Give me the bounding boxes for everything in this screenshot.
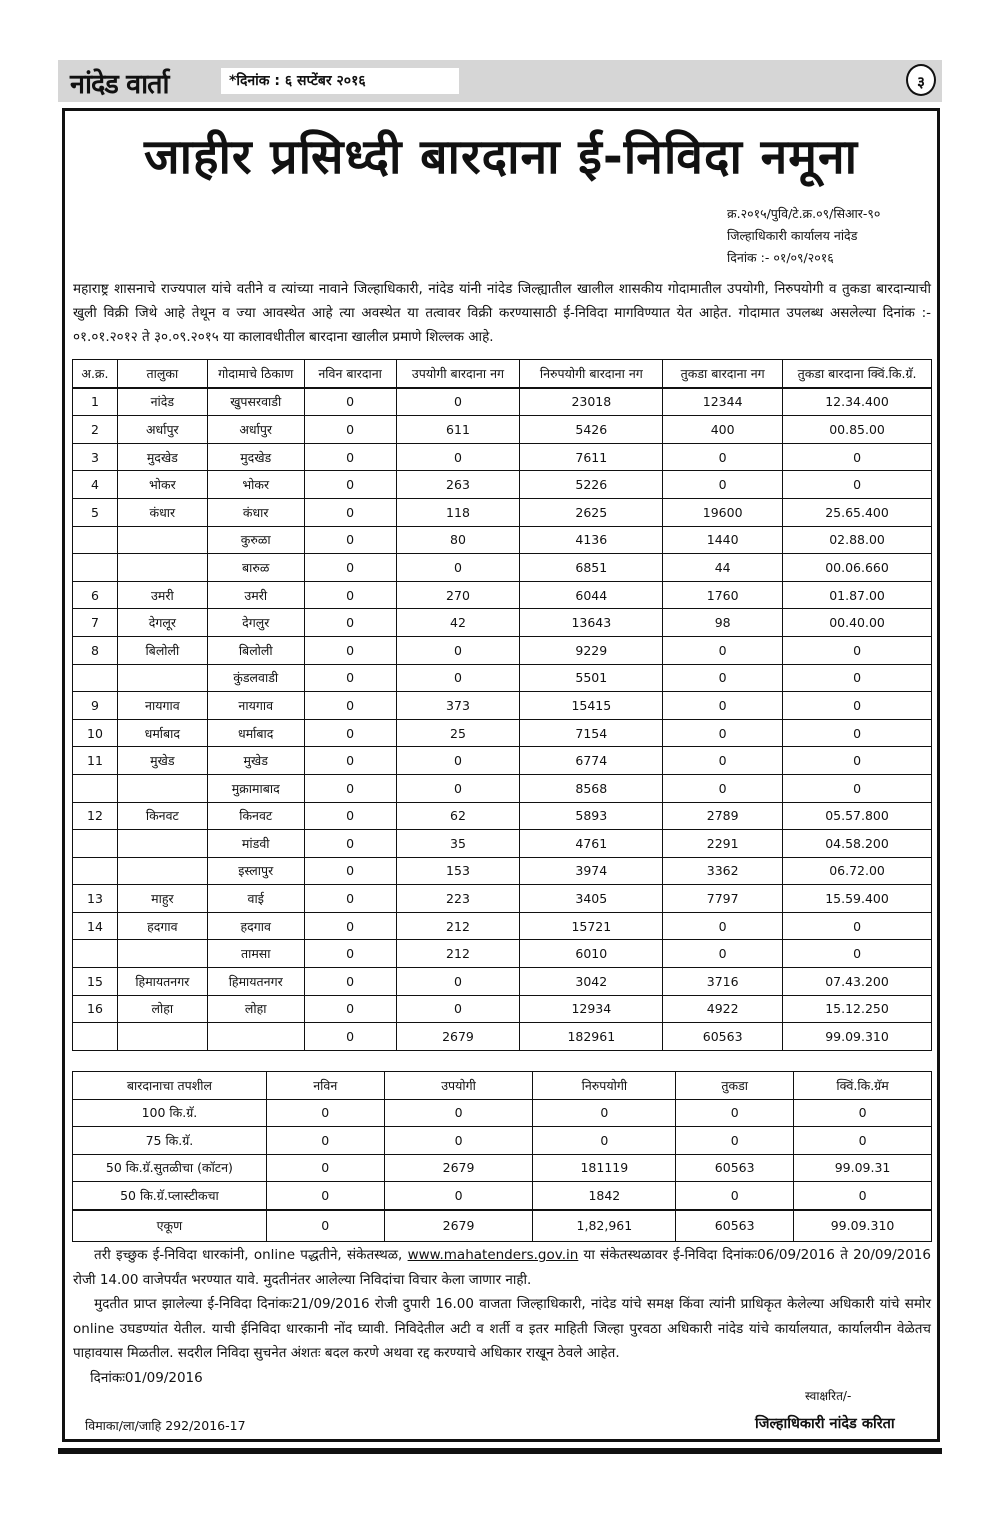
table-cell: 373 (396, 692, 520, 720)
table-cell: 0 (266, 1182, 384, 1210)
table-cell: 400 (663, 416, 783, 444)
table-cell: 0 (266, 1210, 384, 1242)
table-cell: भोकर (207, 471, 304, 499)
table-cell: इस्लापुर (207, 857, 304, 885)
masthead: नांदेड वार्ता (70, 69, 169, 100)
table-cell (117, 526, 207, 554)
table-cell: 5501 (520, 664, 663, 692)
table-cell: 0 (396, 664, 520, 692)
table-cell: बिलोली (207, 636, 304, 664)
table-cell: एकूण (73, 1210, 267, 1242)
table-row (73, 968, 932, 996)
stock-table (72, 359, 932, 1051)
table-cell: 12934 (520, 995, 663, 1023)
table-row (73, 554, 932, 582)
table-cell: 0 (396, 554, 520, 582)
table-cell: अर्धापुर (207, 416, 304, 444)
table-cell: 50 कि.ग्रॅ.सुतळीचा (कॉटन) (73, 1154, 267, 1182)
table-cell: 0 (304, 526, 396, 554)
table-cell: 0 (396, 747, 520, 775)
table-cell: 10 (73, 719, 118, 747)
table-cell: धर्माबाद (117, 719, 207, 747)
table-cell: 3974 (520, 857, 663, 885)
table-cell: 0 (676, 1099, 794, 1127)
table-cell: 2 (73, 416, 118, 444)
table-cell: 11 (73, 747, 118, 775)
table-cell: 23018 (520, 388, 663, 416)
table-cell: 2789 (663, 802, 783, 830)
table-cell: 0 (304, 940, 396, 968)
table-cell: 100 कि.ग्रॅ. (73, 1099, 267, 1127)
table-cell: 00.40.00 (783, 609, 932, 637)
table-cell: बारुळ (207, 554, 304, 582)
table-cell: 50 कि.ग्रॅ.प्लास्टीकचा (73, 1182, 267, 1210)
table-cell: 0 (783, 664, 932, 692)
table-cell: मुक्रामाबाद (207, 774, 304, 802)
reference-line: दिनांक :- ०१/०९/२०१६ (727, 250, 834, 265)
table-cell (207, 1023, 304, 1051)
table-row (73, 1182, 932, 1210)
header-cell: तुकडा बारदाना क्विं.कि.ग्रॅ. (783, 360, 932, 388)
table-cell: 270 (396, 581, 520, 609)
table-cell (73, 940, 118, 968)
table-cell: 15 (73, 968, 118, 996)
table-cell: 02.88.00 (783, 526, 932, 554)
table-row (73, 830, 932, 858)
table-cell: 3 (73, 443, 118, 471)
bottom-rule (58, 1448, 942, 1454)
table-row (73, 609, 932, 637)
issuing-authority: जिल्हाधिकारी नांदेड करिता (755, 1416, 895, 1432)
table-cell: 12344 (663, 388, 783, 416)
table-cell: 05.57.800 (783, 802, 932, 830)
table-cell: धर्माबाद (207, 719, 304, 747)
table-cell (73, 664, 118, 692)
table-cell: 0 (676, 1182, 794, 1210)
table-cell: 3716 (663, 968, 783, 996)
table-cell: 0 (384, 1099, 533, 1127)
table-cell: 25.65.400 (783, 498, 932, 526)
table-cell: लोहा (207, 995, 304, 1023)
table-cell: वाई (207, 885, 304, 913)
table-cell (73, 526, 118, 554)
table-cell: 00.06.660 (783, 554, 932, 582)
table-cell: 6851 (520, 554, 663, 582)
stock-table-header (73, 360, 932, 388)
table-cell (117, 664, 207, 692)
table-cell: 0 (266, 1154, 384, 1182)
table-cell: 80 (396, 526, 520, 554)
table-row (73, 581, 932, 609)
table-cell: 60563 (663, 1023, 783, 1051)
submission-text: तरी इच्छुक ई-निविदा धारकांनी, online पद्धतीने, संकेतस्थळ, (94, 1247, 408, 1263)
table-cell: 15415 (520, 692, 663, 720)
table-cell: 04.58.200 (783, 830, 932, 858)
table-row (73, 719, 932, 747)
table-cell: 118 (396, 498, 520, 526)
table-row (73, 1023, 932, 1051)
table-cell: 8 (73, 636, 118, 664)
table-cell: 0 (304, 912, 396, 940)
table-cell: 0 (304, 830, 396, 858)
table-cell: 0 (396, 774, 520, 802)
issue-date: *दिनांक : ६ सप्टेंबर २०१६ (221, 68, 459, 94)
table-cell: 0 (396, 636, 520, 664)
table-cell: 0 (794, 1127, 932, 1155)
table-cell: 6 (73, 581, 118, 609)
table-cell: 0 (304, 636, 396, 664)
table-cell: 7154 (520, 719, 663, 747)
table-cell: 44 (663, 554, 783, 582)
table-cell: 12.34.400 (783, 388, 932, 416)
table-row (73, 471, 932, 499)
table-cell: खुपसरवाडी (207, 388, 304, 416)
table-row (73, 1127, 932, 1155)
table-row (73, 443, 932, 471)
table-cell: 0 (304, 416, 396, 444)
table-cell: 25 (396, 719, 520, 747)
table-cell: 263 (396, 471, 520, 499)
table-cell: 0 (304, 581, 396, 609)
table-cell: 5226 (520, 471, 663, 499)
table-cell: 0 (304, 554, 396, 582)
table-cell: 0 (783, 774, 932, 802)
table-cell: 19600 (663, 498, 783, 526)
table-cell: 0 (304, 747, 396, 775)
page-number: ३ (906, 64, 936, 96)
table-cell: कुरुळा (207, 526, 304, 554)
table-cell: 4922 (663, 995, 783, 1023)
table-cell: मुदखेड (117, 443, 207, 471)
table-cell: 12 (73, 802, 118, 830)
table-cell: 7611 (520, 443, 663, 471)
table-cell: हिमायतनगर (207, 968, 304, 996)
notice-date (73, 1366, 931, 1391)
table-cell: 99.09.310 (783, 1023, 932, 1051)
reference-line: जिल्हाधिकारी कार्यालय नांदेड (727, 228, 858, 243)
table-cell: 0 (663, 471, 783, 499)
tender-website-link[interactable]: www.mahatenders.gov.in (407, 1247, 579, 1263)
table-cell: 153 (396, 857, 520, 885)
table-cell: 0 (663, 664, 783, 692)
table-cell: देगलुर (207, 609, 304, 637)
table-cell: 6044 (520, 581, 663, 609)
table-cell: 0 (304, 664, 396, 692)
table-cell: लोहा (117, 995, 207, 1023)
table-cell: 8568 (520, 774, 663, 802)
table-row (73, 498, 932, 526)
table-cell: 16 (73, 995, 118, 1023)
table-cell: 0 (663, 636, 783, 664)
table-cell: 0 (663, 719, 783, 747)
table-row (73, 912, 932, 940)
table-cell: 99.09.31 (794, 1154, 932, 1182)
table-cell: 9 (73, 692, 118, 720)
summary-table (72, 1071, 932, 1242)
table-cell: 0 (783, 912, 932, 940)
table-cell: 13 (73, 885, 118, 913)
notice-title: जाहीर प्रसिध्दी बारदाना ई-निविदा नमूना (143, 129, 859, 185)
table-cell: भोकर (117, 471, 207, 499)
table-row (73, 1154, 932, 1182)
table-cell: कंधार (117, 498, 207, 526)
table-cell: 0 (266, 1127, 384, 1155)
table-cell: 0 (304, 802, 396, 830)
table-row (73, 416, 932, 444)
header-cell: गोदामाचे ठिकाण (207, 360, 304, 388)
release-number: विमाका/ला/जाहि 292/2016-17 (85, 1418, 246, 1433)
table-cell: 0 (783, 636, 932, 664)
table-cell: 15.59.400 (783, 885, 932, 913)
table-cell: किनवट (117, 802, 207, 830)
table-cell: 1842 (533, 1182, 676, 1210)
table-cell: 0 (304, 471, 396, 499)
header-cell: तुकडा बारदाना नग (663, 360, 783, 388)
table-cell: 0 (304, 692, 396, 720)
table-cell: 15.12.250 (783, 995, 932, 1023)
table-cell: 0 (384, 1127, 533, 1155)
table-cell: मुखेड (117, 747, 207, 775)
table-cell: हिमायतनगर (117, 968, 207, 996)
table-cell: नांदेड (117, 388, 207, 416)
table-cell: 181119 (533, 1154, 676, 1182)
table-cell: 62 (396, 802, 520, 830)
table-cell: 0 (794, 1182, 932, 1210)
header-cell: उपयोगी (384, 1072, 533, 1100)
table-cell: 0 (304, 443, 396, 471)
table-row (73, 692, 932, 720)
table-cell: बिलोली (117, 636, 207, 664)
table-cell: 0 (304, 995, 396, 1023)
table-cell: 0 (304, 498, 396, 526)
header-cell: निरुपयोगी बारदाना नग (520, 360, 663, 388)
table-cell: 611 (396, 416, 520, 444)
header-cell: निरुपयोगी (533, 1072, 676, 1100)
table-cell: 0 (783, 443, 932, 471)
table-cell (117, 830, 207, 858)
table-cell: मुदखेड (207, 443, 304, 471)
table-cell: 4 (73, 471, 118, 499)
table-cell: 60563 (676, 1154, 794, 1182)
terms-section (73, 1243, 931, 1390)
table-cell: 9229 (520, 636, 663, 664)
table-cell: 212 (396, 912, 520, 940)
table-cell: 2679 (384, 1154, 533, 1182)
reference-line: क्र.२०१५/पुवि/टे.क्र.०९/सिआर-९० (727, 206, 881, 221)
table-cell: 13643 (520, 609, 663, 637)
table-cell: नायगाव (117, 692, 207, 720)
table-row (73, 388, 932, 416)
table-cell: मांडवी (207, 830, 304, 858)
signed-label: स्वाक्षरित/- (805, 1389, 852, 1403)
table-cell: 0 (304, 857, 396, 885)
table-cell: 0 (783, 940, 932, 968)
table-cell: 42 (396, 609, 520, 637)
table-row (73, 885, 932, 913)
table-row (73, 774, 932, 802)
table-cell: नायगाव (207, 692, 304, 720)
table-cell: हदगाव (207, 912, 304, 940)
table-row (73, 636, 932, 664)
total-row (73, 1210, 932, 1242)
table-cell: 4761 (520, 830, 663, 858)
table-cell: 0 (533, 1127, 676, 1155)
table-row (73, 664, 932, 692)
header-cell: नविन (266, 1072, 384, 1100)
table-cell: 07.43.200 (783, 968, 932, 996)
summary-table-header (73, 1072, 932, 1100)
header-cell: क्विं.कि.ग्रॅम (794, 1072, 932, 1100)
table-cell: 0 (304, 388, 396, 416)
table-cell: 6010 (520, 940, 663, 968)
opening-text: मुदतीत प्राप्त झालेल्या ई-निविदा दिनांकः21/09/2016 रोजी दुपारी 16.00 वाजता जिल्हाधिकारी, नांदेड यांचे समक्ष किंवा त्यांनी प्राधिकृत केलेल्या अधिकारी यांचे समोर online उघडण्यांत येतील. याची ईनिविदा धारकानी नोंद घ्यावी. निविदेतील अटी व शर्ती व इतर माहिती जिल्हा पुरवठा अधिकारी नांदेड यांचे कार्यालयात, कार्यालयीन वेळेतच पाहावयास मिळतील. सदरील निविदा सुचनेत अंशतः बदल करणे अथवा रद्द करण्याचे अधिकार राखून ठेवले आहेत. (73, 1296, 931, 1361)
table-cell: 0 (304, 885, 396, 913)
notice-frame (62, 108, 940, 1442)
table-cell: 14 (73, 912, 118, 940)
table-cell: माहुर (117, 885, 207, 913)
header-cell: तालुका (117, 360, 207, 388)
table-cell: 35 (396, 830, 520, 858)
table-cell: 00.85.00 (783, 416, 932, 444)
table-cell: 5893 (520, 802, 663, 830)
table-cell (73, 857, 118, 885)
table-cell: 5426 (520, 416, 663, 444)
table-cell: 0 (396, 388, 520, 416)
table-cell: 60563 (676, 1210, 794, 1242)
table-cell: कुंडलवाडी (207, 664, 304, 692)
header-cell: बारदानाचा तपशील (73, 1072, 267, 1100)
table-cell: 0 (663, 747, 783, 775)
newspaper-header (58, 60, 942, 102)
table-cell: 0 (783, 692, 932, 720)
table-cell: 0 (304, 968, 396, 996)
table-cell: 06.72.00 (783, 857, 932, 885)
table-cell: 2291 (663, 830, 783, 858)
table-cell: देगलूर (117, 609, 207, 637)
table-cell: 99.09.310 (794, 1210, 932, 1242)
table-cell: 6774 (520, 747, 663, 775)
reference-block (727, 203, 880, 269)
table-cell: 3042 (520, 968, 663, 996)
table-row (73, 940, 932, 968)
table-cell: 0 (266, 1099, 384, 1127)
table-cell (73, 830, 118, 858)
table-row (73, 1099, 932, 1127)
table-cell: 0 (304, 719, 396, 747)
table-cell (73, 1023, 118, 1051)
table-cell: 0 (396, 443, 520, 471)
table-cell: 0 (663, 912, 783, 940)
header-cell: नविन बारदाना (304, 360, 396, 388)
table-cell: 0 (384, 1182, 533, 1210)
table-row (73, 802, 932, 830)
table-cell: 212 (396, 940, 520, 968)
table-cell: 0 (783, 471, 932, 499)
table-cell: 0 (676, 1127, 794, 1155)
table-cell: 7 (73, 609, 118, 637)
table-row (73, 747, 932, 775)
table-cell: 3362 (663, 857, 783, 885)
table-cell (73, 774, 118, 802)
table-cell: 223 (396, 885, 520, 913)
table-cell: 0 (663, 443, 783, 471)
table-cell: किनवट (207, 802, 304, 830)
table-cell: उमरी (207, 581, 304, 609)
table-cell: 1,82,961 (533, 1210, 676, 1242)
table-cell (73, 554, 118, 582)
table-cell (117, 857, 207, 885)
table-cell: 15721 (520, 912, 663, 940)
table-cell: 0 (794, 1099, 932, 1127)
table-cell: 0 (663, 692, 783, 720)
table-cell: 1440 (663, 526, 783, 554)
table-cell: 0 (304, 1023, 396, 1051)
table-cell (117, 940, 207, 968)
table-cell: कंधार (207, 498, 304, 526)
table-cell: अर्धापुर (117, 416, 207, 444)
table-cell: 75 कि.ग्रॅ. (73, 1127, 267, 1155)
submission-text-end: या संकेतस्थळावर ई-निविदा दिनांकः06/09/2016 ते 20/09/2016 रोजी 14.00 वाजेपर्यंत भरण्यात यावे. मुदतीनंतर आलेल्या निविदांचा विचार केला जाणार नाही. (73, 1247, 931, 1288)
table-cell: 0 (783, 719, 932, 747)
table-cell: 5 (73, 498, 118, 526)
table-cell (117, 1023, 207, 1051)
submission-paragraph (73, 1243, 931, 1292)
table-cell: 7797 (663, 885, 783, 913)
table-cell: 2679 (384, 1210, 533, 1242)
table-cell: 01.87.00 (783, 581, 932, 609)
table-cell: 0 (304, 774, 396, 802)
table-cell: 0 (663, 774, 783, 802)
table-cell: मुखेड (207, 747, 304, 775)
notice-date-text: दिनांकः01/09/2016 (90, 1369, 203, 1386)
table-cell: 3405 (520, 885, 663, 913)
header-cell: अ.क्र. (73, 360, 118, 388)
table-cell (117, 554, 207, 582)
table-cell: 0 (783, 747, 932, 775)
table-cell: 0 (663, 940, 783, 968)
table-cell: 0 (304, 609, 396, 637)
table-cell: हदगाव (117, 912, 207, 940)
table-row (73, 526, 932, 554)
table-cell: 98 (663, 609, 783, 637)
table-cell: 1760 (663, 581, 783, 609)
header-cell: उपयोगी बारदाना नग (396, 360, 520, 388)
header-cell: तुकडा (676, 1072, 794, 1100)
table-cell: उमरी (117, 581, 207, 609)
table-cell: 0 (396, 995, 520, 1023)
table-cell: 182961 (520, 1023, 663, 1051)
table-cell: 0 (396, 968, 520, 996)
table-cell: तामसा (207, 940, 304, 968)
table-cell: 4136 (520, 526, 663, 554)
table-row (73, 857, 932, 885)
table-cell (117, 774, 207, 802)
table-cell: 0 (533, 1099, 676, 1127)
opening-paragraph (73, 1292, 931, 1366)
table-cell: 2679 (396, 1023, 520, 1051)
intro-paragraph: महाराष्ट्र शासनाचे राज्यपाल यांचे वतीने व त्यांच्या नावाने जिल्हाधिकारी, नांदेड यांनी नांदेड जिल्ह्यातील खालील शासकीय गोदामातील उपयोगी, निरुपयोगी व तुकडा बारदान्याची खुली विक्री जिथे आहे तेथून व ज्या आवस्थेत आहे त्या अवस्थेत या तत्वावर विक्री करण्यासाठी ई-निविदा मागविण्यात येत आहेत. गोदामात उपलब्ध असलेल्या दिनांक :- ०१.०१.२०१२ ते ३०.०९.२०१५ या कालावधीतील बारदाना खालील प्रमाणे शिल्लक आहे. (73, 281, 931, 345)
table-cell: 1 (73, 388, 118, 416)
table-row (73, 995, 932, 1023)
table-cell: 2625 (520, 498, 663, 526)
